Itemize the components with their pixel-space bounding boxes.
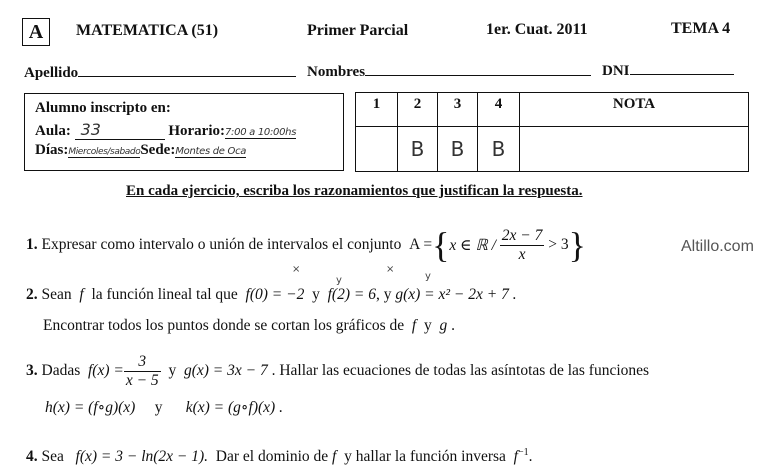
f-definition: f(x) = 3 − ln(2x − 1). — [75, 448, 209, 466]
term-label: 1er. Cuat. 2011 — [486, 21, 588, 38]
exercise-4-number: 4. — [26, 448, 38, 466]
nombres-line — [365, 60, 591, 76]
f-lhs: f(x) = — [88, 362, 124, 379]
pencil-mark-y: y — [336, 275, 342, 286]
aula-label: Aula: — [35, 123, 71, 139]
grade-header-cell: 3 — [438, 93, 478, 127]
aula-value: 33 — [75, 120, 165, 140]
grade-value-cell: B — [478, 127, 520, 172]
g-definition: g(x) = x² − 2x + 7 . — [395, 286, 517, 303]
exercise-2-text-c: , y — [375, 286, 392, 303]
grade-header-cell: 1 — [356, 93, 398, 127]
exercise-3-y2: y — [154, 399, 163, 416]
dias-value: Miercoles/sabado — [68, 147, 141, 157]
f-fraction — [124, 353, 161, 390]
watermark-text: Altillo.com — [681, 238, 754, 255]
grade-header-row — [356, 93, 749, 127]
apellido-field — [24, 61, 296, 82]
set-fraction-denominator: x — [518, 245, 526, 263]
grade-header-cell: 2 — [398, 93, 438, 127]
function-g: g — [439, 317, 448, 334]
exercise-3-text-b: . Hallar las ecuaciones de todas las asíntotas de las funciones — [271, 362, 650, 379]
sede-value: Montes de Oca — [175, 146, 247, 157]
grade-table — [355, 92, 749, 172]
exercise-4-text-b: Dar el dominio de — [215, 448, 329, 466]
exercise-1-text: Expresar como intervalo o unión de intervalos el conjunto — [41, 236, 402, 253]
grade-header-cell: 4 — [478, 93, 520, 127]
g-definition: g(x) = 3x − 7 — [183, 362, 268, 379]
exercise-4-period: . — [528, 448, 533, 466]
condition-f0: f(0) = −2 — [245, 286, 305, 303]
exercise-1-number: 1. — [26, 236, 38, 253]
function-f: f — [332, 448, 337, 466]
f-fraction-numerator: 3 — [124, 353, 161, 372]
apellido-line — [78, 61, 296, 77]
exercise-3-text-a: Dadas — [41, 362, 81, 379]
grade-value-cell: B — [398, 127, 438, 172]
dni-line — [630, 59, 734, 75]
dias-label: Días: — [35, 142, 69, 158]
grade-value-cell: B — [438, 127, 478, 172]
set-member: x ∈ ℝ / — [449, 236, 496, 254]
pencil-mark-y: y — [425, 271, 431, 282]
set-fraction — [500, 227, 545, 264]
enrollment-title: Alumno inscripto en: — [35, 100, 171, 116]
exercise-3-y: y — [168, 362, 177, 379]
enrollment-box — [24, 93, 344, 171]
h-definition: h(x) = (f∘g)(x) — [45, 399, 136, 416]
sede-label: Sede: — [140, 142, 176, 158]
f-fraction-denominator: x − 5 — [125, 371, 159, 389]
exercise-1 — [26, 224, 586, 266]
instruction-text: En cada ejercicio, escriba los razonamientos que justifican la respuesta. — [126, 183, 583, 199]
exercise-2-text-a: Sean — [41, 286, 72, 303]
nombres-label: Nombres — [307, 64, 366, 80]
apellido-label: Apellido — [24, 65, 79, 81]
pencil-mark-x: × — [292, 264, 301, 275]
exercise-3 — [26, 350, 649, 392]
set-fraction-numerator: 2x − 7 — [501, 226, 543, 244]
grade-value-cell — [520, 127, 749, 172]
k-definition: k(x) = (g∘f)(x) . — [185, 399, 283, 416]
exercise-2-line2-text: Encontrar todos los puntos donde se cortan los gráficos de — [43, 317, 405, 334]
horario-value: 7:00 a 10:00hs — [225, 127, 297, 138]
horario-label: Horario: — [168, 123, 225, 139]
exercise-4-text-c: y hallar la función inversa — [344, 448, 506, 466]
grade-header-cell: NOTA — [520, 93, 749, 127]
exam-title: Primer Parcial — [307, 22, 409, 39]
grade-value-row — [356, 127, 749, 172]
right-brace: } — [568, 225, 586, 265]
aula-row — [35, 120, 296, 140]
exercise-4-text-a: Sea — [41, 448, 64, 466]
pencil-mark-x: × — [386, 264, 395, 275]
grade-value-cell — [356, 127, 398, 172]
exercise-2-y2: y — [423, 317, 432, 334]
exercise-2-number: 2. — [26, 286, 38, 303]
dias-row — [35, 142, 246, 159]
set-inequality: > 3 — [548, 236, 569, 253]
nombres-field — [307, 60, 591, 81]
exercise-3-line-2 — [45, 398, 283, 417]
tema-label: TEMA 4 — [671, 20, 731, 37]
course-title: MATEMATICA (51) — [76, 22, 219, 39]
tema-letter-box: A — [22, 18, 50, 46]
dni-field — [602, 59, 734, 80]
inverse-exponent: −1 — [517, 447, 529, 458]
condition-f2: f(2) = 6 — [327, 286, 376, 303]
exercise-2-y1: y — [312, 286, 320, 303]
exercise-2-text-b: la función lineal tal que — [91, 286, 238, 303]
exercise-2 — [26, 286, 517, 304]
exercise-3-number: 3. — [26, 362, 38, 379]
dni-label: DNI — [602, 63, 630, 79]
inverse-f: f — [513, 448, 518, 466]
exercise-2-line-2 — [43, 317, 455, 335]
function-f: f — [411, 317, 417, 334]
left-brace: { — [432, 225, 450, 265]
exercise-2-period: . — [451, 317, 455, 334]
exercise-4 — [26, 447, 533, 466]
function-f: f — [79, 286, 84, 303]
set-a-label: A = — [409, 236, 433, 253]
